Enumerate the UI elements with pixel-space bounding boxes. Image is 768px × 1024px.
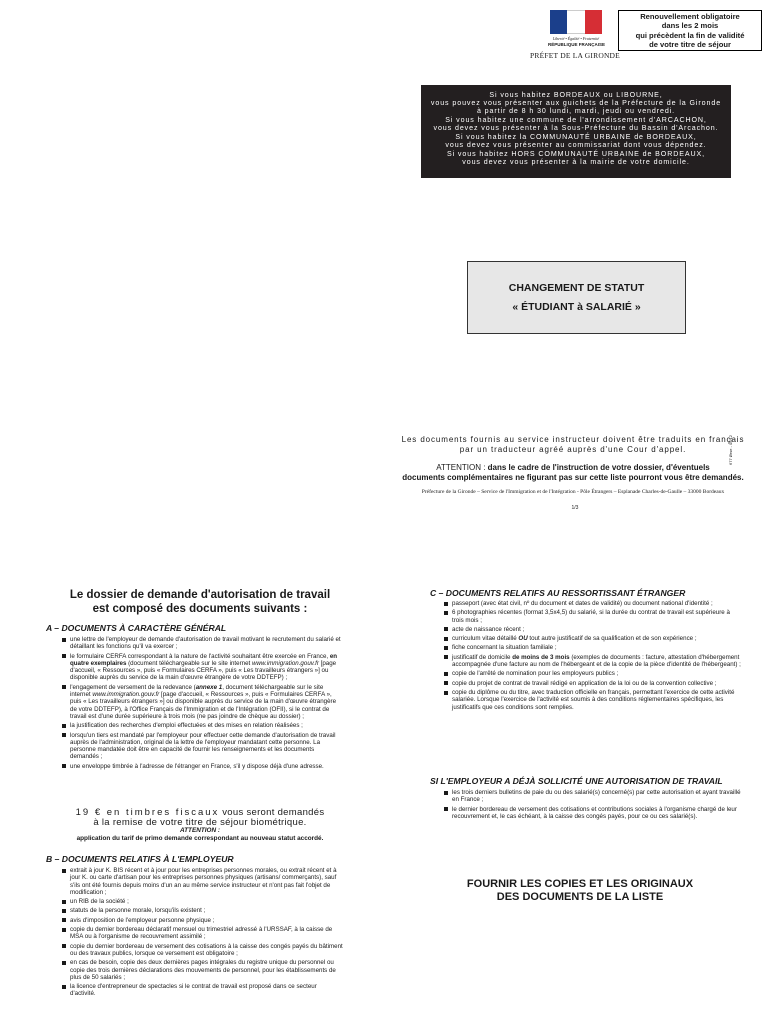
renewal-box (618, 10, 762, 51)
list-item: curriculum vitae détaillé OU tout autre justificatif de sa qualification et de son expérience ; (444, 635, 742, 642)
logo-motto: Liberté • Égalité • Fraternité (552, 36, 600, 41)
list-item: passeport (avec état civil, nº du document et dates de validité) ou document national d'identité ; (444, 600, 742, 607)
section-a-list (62, 636, 344, 772)
notice-line: vous pouvez vous présenter aux guichets de la Préfecture de la Gironde (430, 98, 722, 107)
prefecture-address: Préfecture de la Gironde – Service de l'Immigration et de l'Intégration - Pôle Étrangers – Esplanade Charles-de-Gaulle – 33000 Bordeaux (421, 489, 725, 495)
notice-line: Si vous habitez HORS COMMUNAUTÉ URBAINE de BORDEAUX, (446, 150, 706, 159)
list-item: copie du dernier bordereau déclaratif mensuel ou trimestriel adressé à l'URSSAF, à la caisse de MSA ou à l'organisme de recouvrement assimilé ; (62, 926, 344, 941)
final-instruction (420, 878, 740, 904)
translation-line: par un traducteur agréé auprès d'une Cour d'appel. (459, 444, 687, 454)
location-notice (421, 85, 731, 178)
fiscal-text: à la remise de votre titre de séjour biométrique. (93, 816, 307, 828)
list-item: une lettre de l'employeur de demande d'autorisation de travail motivant le recrutement du salarié et détaillant les fonctions qu'il va exercer ; (62, 636, 344, 651)
heading-line: Le dossier de demande d'autorisation de travail (69, 589, 331, 601)
translation-line: Les documents fournis au service instructeur doivent être traduits en français (401, 435, 745, 444)
tricolor-flag-icon (550, 10, 602, 34)
fiscal-attention: ATTENTION : (180, 827, 220, 834)
section-a-heading: A – DOCUMENTS À CARACTÈRE GÉNÉRAL (46, 623, 227, 633)
list-item: la justification des recherches d'emploi effectuées et des mises en relation réalisées ; (62, 722, 344, 729)
list-item: acte de naissance récent ; (444, 626, 742, 633)
notice-line: Si vous habitez la COMMUNAUTÉ URBAINE de BORDEAUX, (455, 133, 697, 142)
renewal-line: dans les 2 mois (661, 21, 719, 31)
list-item: statuts de la personne morale, lorsqu'ils existent ; (62, 907, 344, 914)
list-item: la licence d'entrepreneur de spectacles si le contrat de travail est proposé dans ce secteur d'activité. (62, 983, 344, 998)
section-c-heading: C – DOCUMENTS RELATIFS AU RESSORTISSANT ÉTRANGER (430, 588, 686, 598)
attention-text: dans le cadre de l'instruction de votre dossier, d'éventuels (487, 463, 710, 472)
notice-line: Si vous habitez BORDEAUX ou LIBOURNE, (489, 91, 663, 99)
list-item: copie de l'arrêté de nomination pour les employeurs publics ; (444, 670, 742, 677)
title-line: CHANGEMENT DE STATUT (508, 282, 645, 294)
section-b-heading: B – DOCUMENTS RELATIFS À L'EMPLOYEUR (46, 854, 234, 864)
list-item: copie du diplôme ou du titre, avec traduction officielle en français, permettant l'exercice de cette activité salariée. Lorsque l'exercice de l'activité est soumis à des conditions réglementaires spécifiques, les justificatifs que ces conditions sont remplies. (444, 689, 742, 711)
final-line: FOURNIR LES COPIES ET LES ORIGINAUX (466, 878, 694, 890)
list-item: un RIB de la société ; (62, 898, 344, 905)
list-item: une enveloppe timbrée à l'adresse de l'étranger en France, s'il y dispose déjà d'une adresse. (62, 763, 344, 770)
notice-line: vous devez vous présenter au commissariat dont vous dépendez. (445, 140, 707, 149)
list-item: copie du dernier bordereau de versement des cotisations à la caisse des congés payés du bâtiment ou des travaux publics, lorsque ce versement est obligatoire ; (62, 943, 344, 958)
section-d-heading: SI L'EMPLOYEUR A DÉJÀ SOLLICITÉ UNE AUTORISATION DE TRAVAIL (430, 776, 723, 786)
notice-line: Si vous habitez une commune de l'arrondissement d'ARCACHON, (445, 115, 707, 124)
title-line: « ÉTUDIANT à SALARIÉ » (512, 301, 641, 313)
notice-line: à partir de 8 h 30 lundi, mardi, jeudi ou vendredi. (476, 106, 676, 115)
renewal-line: qui précèdent la fin de validité (635, 30, 745, 40)
prefect-label: PRÉFET DE LA GIRONDE (530, 51, 620, 60)
dossier-heading (40, 589, 360, 616)
notice-line: vous devez vous présenter à la mairie de votre domicile. (462, 158, 690, 167)
list-item: le dernier bordereau de versement des cotisations et contributions sociales à l'organisme chargé de leur recouvrement et, le cas échéant, à la caisse des congés payés, pour ce ou ces salarié(s). (444, 806, 742, 821)
list-item: lorsqu'un tiers est mandaté par l'employeur pour effectuer cette demande d'autorisation de travail auprès de l'administration, original de la lettre de l'employeur mandatant cette personne. La personne mandatée doit être en capacité de fournir les renseignements et les documents demandés ; (62, 732, 344, 761)
section-c-list (444, 600, 742, 713)
heading-line: est composé des documents suivants : (92, 602, 308, 615)
list-item: en cas de besoin, copie des deux dernières pages intégrales du registre unique du personnel ou copie des trois dernières déclarations des mouvements de personnel, pour les établissements de plus de 50 salariés ; (62, 959, 344, 981)
document-title-box (467, 261, 686, 334)
fiscal-note: application du tarif de primo demande correspondant au nouveau statut accordé. (76, 835, 324, 842)
list-item: avis d'imposition de l'employeur personne physique ; (62, 917, 344, 924)
list-item: extrait à jour K. BIS récent et à jour pour les entreprises personnes morales, ou extrait récent et à jour K. ou carte d'artisan pour les entreprises personnes physiques (artisans/ commerçants), sauf s'ils ont été fournis depuis moins d'un an au même service instructeur et n'ont pas fait l'objet de modification ; (62, 867, 344, 896)
reference-code: 677 Ørse - 05/12 (728, 434, 733, 465)
list-item: copie du projet de contrat de travail rédigé en application de la loi ou de la convention collective ; (444, 680, 742, 687)
renewal-line: Renouvellement obligatoire (640, 12, 740, 21)
translation-note (400, 435, 746, 454)
fiscal-amount: 19 € en timbres fiscaux (75, 807, 220, 818)
renewal-line: de votre titre de séjour (649, 39, 731, 49)
page-number: 1/3 (571, 505, 579, 511)
list-item: l'engagement de versement de la redevance (annexe 1, document téléchargeable sur le site internet www.immigration.gouv.fr [page d'accueil, « Ressources », puis « Formulaires CERFA », puis « Les travailleurs étrangers »] ou disponible auprès du service de la main d'œuvre étrangère de votre DDTEFP), à l'Office Français de l'Immigration et de l'Intégration (OFII), si le contrat de travail est d'une durée supérieure à trois mois (ne pas joindre de chèque au dossier) ; (62, 684, 344, 720)
attention-note (400, 463, 746, 483)
list-item: le formulaire CERFA correspondant à la nature de l'activité souhaitant être exercée en France, en quatre exemplaires (document téléchargeable sur le site internet www.immigration.gouv.fr [page d'accueil, « Ressources », puis « Formulaires CERFA », puis « Les travailleurs étrangers »] ou disponible auprès du service de la main d'œuvre étrangère de votre DDTEFP) ; (62, 653, 344, 682)
final-line: DES DOCUMENTS DE LA LISTE (496, 891, 664, 903)
fiscal-stamp-note (40, 808, 360, 843)
logo-republic: RÉPUBLIQUE FRANÇAISE (548, 42, 606, 47)
list-item: justificatif de domicile de moins de 3 mois (exemples de documents : facture, attestation d'hébergement accompagnée d'une facture au nom de l'hébergeant et de la copie de la pièce d'identité de l'hébergeant) ; (444, 654, 742, 669)
marianne-logo (548, 10, 604, 50)
attention-text: documents complémentaires ne figurant pas sur cette liste pourront vous être demandés. (402, 473, 744, 482)
fiscal-text: vous seront demandés (219, 807, 325, 818)
notice-line: vous devez vous présenter à la Sous-Préfecture du Bassin d'Arcachon. (433, 123, 719, 132)
list-item: les trois derniers bulletins de paie du ou des salarié(s) concerné(s) par cette autorisation et ayant travaillé en France ; (444, 789, 742, 804)
section-b-list (62, 867, 344, 1000)
section-d-list (444, 789, 742, 822)
attention-label: ATTENTION : (436, 463, 486, 472)
list-item: 6 photographies récentes (format 3,5x4,5) du salarié, si la durée du contrat de travail est supérieure à trois mois ; (444, 609, 742, 624)
list-item: fiche concernant la situation familiale ; (444, 644, 742, 651)
